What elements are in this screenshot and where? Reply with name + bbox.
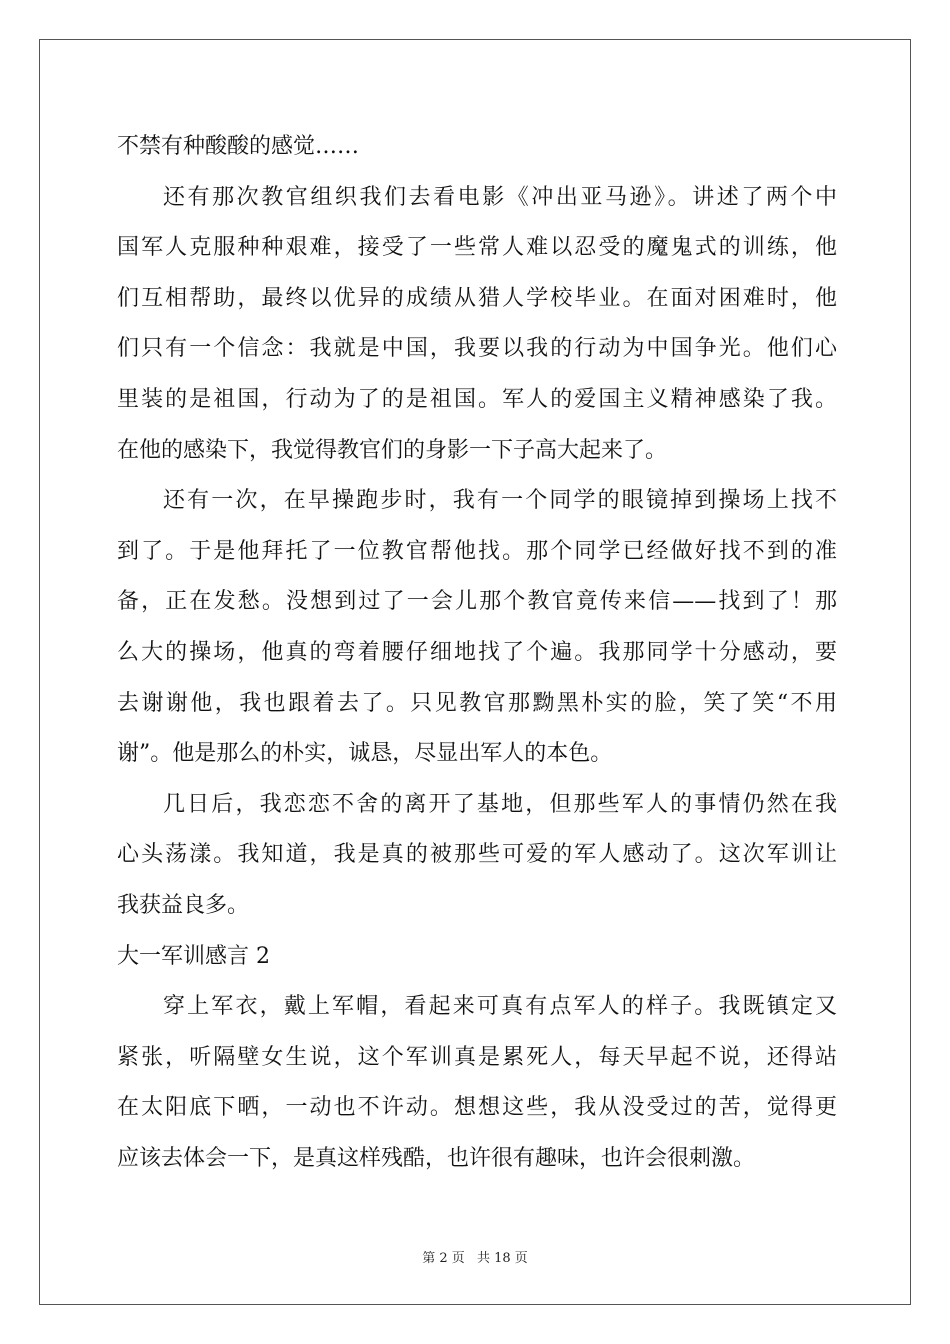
text-line: 里装的是祖国，行动为了的是祖国。军人的爱国主义精神感染了我。 [117, 386, 837, 412]
text-line: 心头荡漾。我知道，我是真的被那些可爱的军人感动了。这次军训让 [117, 842, 837, 868]
text-line: 在太阳底下晒，一动也不许动。想想这些，我从没受过的苦，觉得更 [117, 1095, 837, 1121]
text-line: 紧张，听隔壁女生说，这个军训真是累死人，每天早起不说，还得站 [117, 1044, 837, 1070]
text-line: 们只有一个信念：我就是中国，我要以我的行动为中国争光。他们心 [117, 336, 837, 362]
text-line: 不禁有种酸酸的感觉…… [117, 134, 360, 159]
text-line: 谢”。他是那么的朴实，诚恳，尽显出军人的本色。 [117, 741, 613, 767]
text-line: 在他的感染下，我觉得教官们的身影一下子高大起来了。 [117, 437, 668, 463]
text-line: 国军人克服种种艰难，接受了一些常人难以忍受的魔鬼式的训练，他 [117, 235, 837, 261]
document-body [117, 122, 837, 1184]
text-line: 应该去体会一下，是真这样残酷，也许很有趣味，也许会很刺激。 [117, 1145, 756, 1171]
text-line: 还有一次，在早操跑步时，我有一个同学的眼镜掉到操场上找不 [163, 488, 837, 514]
text-line: 到了。于是他拜托了一位教官帮他找。那个同学已经做好找不到的准 [117, 538, 837, 564]
paragraph [117, 122, 837, 173]
text-line: 穿上军衣，戴上军帽，看起来可真有点军人的样子。我既镇定又 [163, 994, 837, 1020]
section-heading: 大一军训感言 2 [117, 943, 270, 969]
body-text-part-1 [117, 122, 837, 932]
text-line: 去谢谢他，我也跟着去了。只见教官那黝黑朴实的脸，笑了笑“不用 [117, 690, 837, 716]
paragraph [117, 476, 837, 780]
body-text-part-2 [117, 982, 837, 1184]
page-total: 共 18 页 [476, 1251, 528, 1266]
text-line: 么大的操场，他真的弯着腰仔细地找了个遍。我那同学十分感动，要 [117, 639, 837, 665]
paragraph [117, 780, 837, 932]
text-line: 们互相帮助，最终以优异的成绩从猎人学校毕业。在面对困难时，他 [117, 285, 837, 311]
page-number: 第 2 页 [422, 1251, 465, 1266]
text-line: 备，正在发愁。没想到过了一会儿那个教官竟传来信——找到了！那 [117, 589, 837, 615]
text-line: 还有那次教官组织我们去看电影《冲出亚马逊》。讲述了两个中 [163, 184, 837, 210]
paragraph [117, 173, 837, 477]
text-line: 我获益良多。 [117, 892, 250, 918]
page-footer [0, 1247, 950, 1266]
text-line: 几日后，我恋恋不舍的离开了基地，但那些军人的事情仍然在我 [163, 791, 837, 817]
paragraph [117, 982, 837, 1184]
